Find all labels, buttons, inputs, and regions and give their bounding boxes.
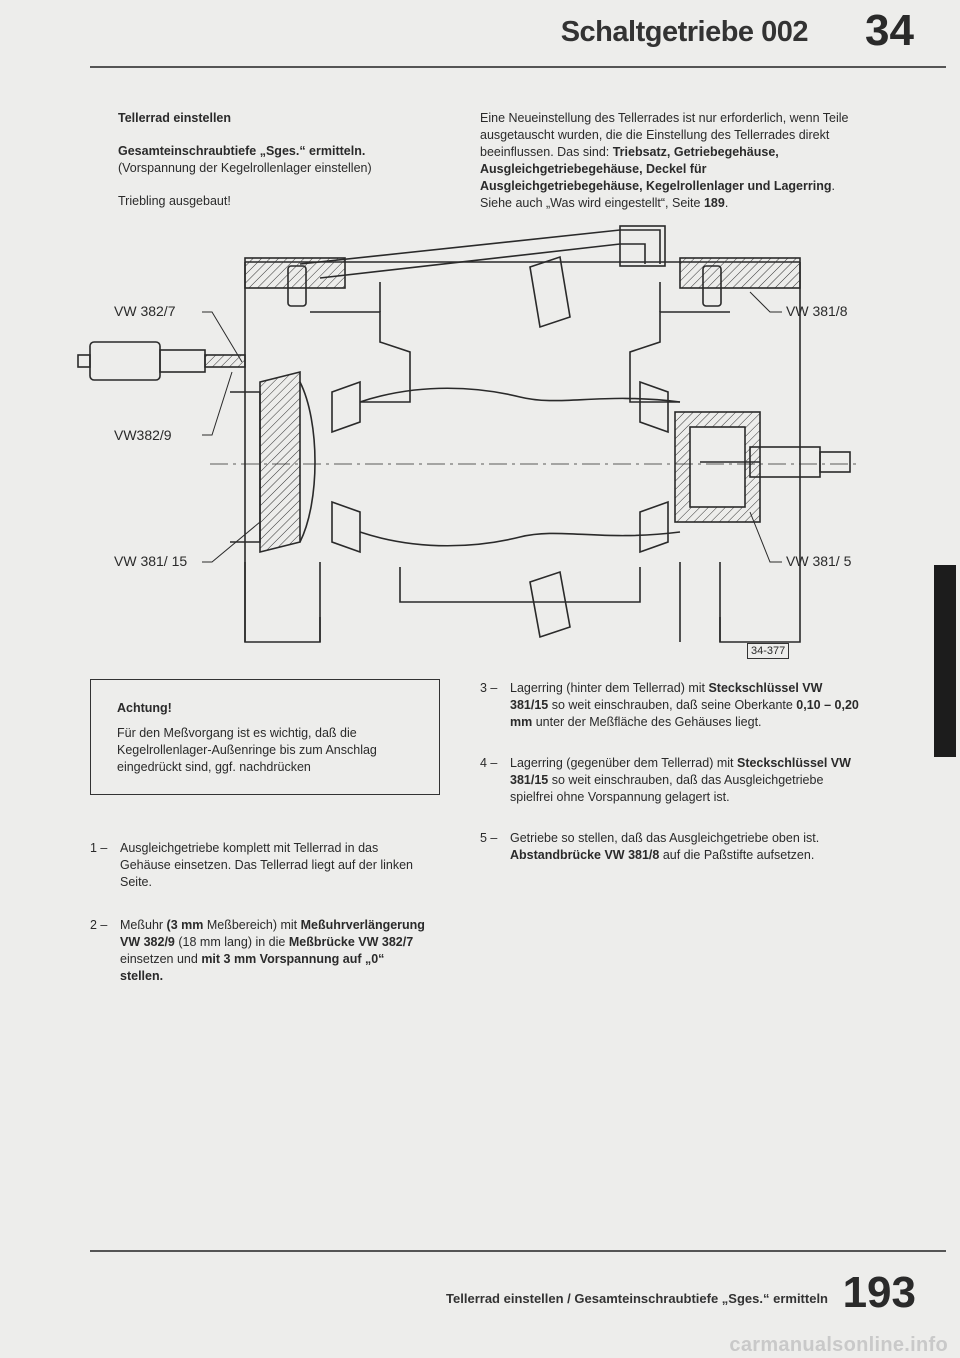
- steps-left: [90, 840, 430, 985]
- step-4-text-c: so weit einschrauben, daß das Ausgleichgetriebe spielfrei ohne Vorspannung gelagert ist.: [510, 773, 824, 804]
- gearbox-section-drawing: [60, 222, 900, 672]
- step-2-text-b: (3 mm: [166, 918, 204, 932]
- section-note: (Vorspannung der Kegelrollenlager einstellen): [118, 161, 372, 175]
- step-2-text-g: einsetzen und: [120, 952, 202, 966]
- intro-right-text-3: .: [724, 196, 729, 210]
- footer-rule: [90, 1250, 946, 1252]
- step-3-text-c: so weit einschrauben, daß seine Oberkante: [548, 698, 797, 712]
- step-3-text-b: Steckschlüssel VW 381/15: [510, 681, 823, 712]
- callout-vw381-8: VW 381/8: [786, 303, 848, 319]
- step-1-number: 1 –: [90, 841, 108, 855]
- step-5-number: 5 –: [480, 831, 498, 845]
- callout-vw381-5: VW 381/ 5: [786, 553, 852, 569]
- step-4-text-b: Steckschlüssel VW 381/15: [510, 756, 851, 787]
- section-condition: Triebling ausgebaut!: [118, 194, 231, 208]
- steps-right: [480, 680, 860, 864]
- section-subheading: Gesamteinschraubtiefe „Sges.“ ermitteln.: [118, 144, 366, 158]
- header-rule: [90, 66, 946, 68]
- header-title: Schaltgetriebe 002: [560, 16, 808, 48]
- warning-title: Achtung!: [117, 701, 172, 715]
- figure-code: 34-377: [747, 643, 789, 659]
- step-2-text-h: mit 3 mm Vorspannung auf „0“ stellen.: [120, 952, 385, 983]
- intro-right-text-1: Eine Neueinstellung des Tellerrades ist nur erforderlich, wenn Teile ausgetauscht wurden, die die Einstellung des Tellerrades direkt beeinflussen. Das sind:: [480, 111, 849, 159]
- step-2: [90, 917, 430, 985]
- step-5-text-c: auf die Paßstifte aufsetzen.: [659, 848, 815, 862]
- callout-vw382-7: VW 382/7: [114, 303, 176, 319]
- step-2-text-d: Meßuhrverlängerung VW 382/9: [120, 918, 425, 949]
- callout-vw382-9: VW382/9: [114, 427, 172, 443]
- step-2-number: 2 –: [90, 918, 108, 932]
- step-5-text-a: Getriebe so stellen, daß das Ausgleichgetriebe oben ist.: [510, 831, 820, 845]
- intro-right-bold: Triebsatz, Getriebegehäuse, Ausgleichgetriebegehäuse, Deckel für Ausgleichgetriebegehäuse, Kegelrollenlager und Lagerring: [480, 145, 832, 193]
- chapter-side-tab: [934, 565, 956, 757]
- chapter-number: 34: [865, 6, 914, 55]
- intro-left: [118, 110, 458, 210]
- step-5: [480, 830, 860, 864]
- step-1-text: Ausgleichgetriebe komplett mit Tellerrad in das Gehäuse einsetzen. Das Tellerrad liegt auf der linken Seite.: [120, 841, 413, 889]
- step-4: [480, 755, 860, 806]
- step-3-text-a: Lagerring (hinter dem Tellerrad) mit: [510, 681, 709, 695]
- page-number: 193: [842, 1268, 916, 1317]
- step-3-text-d: 0,10 – 0,20 mm: [510, 698, 859, 729]
- step-2-text-e: (18 mm lang) in die: [174, 935, 289, 949]
- step-2-text-a: Meßuhr: [120, 918, 167, 932]
- intro-right-page-ref: 189: [703, 196, 725, 210]
- intro-right-text-2: . Siehe auch „Was wird eingestellt“, Seite: [480, 179, 835, 210]
- watermark: carmanualsonline.info: [729, 1334, 948, 1356]
- step-2-text-c: Meßbereich) mit: [203, 918, 301, 932]
- step-3-number: 3 –: [480, 681, 498, 695]
- step-5-text-b: Abstandbrücke VW 381/8: [510, 848, 660, 862]
- step-4-text-a: Lagerring (gegenüber dem Tellerrad) mit: [510, 756, 737, 770]
- warning-text: Für den Meßvorgang ist es wichtig, daß die Kegelrollenlager-Außenringe bis zum Anschlag eingedrückt sind, ggf. nachdrücken: [117, 726, 377, 774]
- step-1: [90, 840, 430, 891]
- warning-box: [90, 679, 440, 795]
- intro-right: [480, 110, 860, 212]
- step-4-number: 4 –: [480, 756, 498, 770]
- callout-vw381-15: VW 381/ 15: [114, 553, 188, 569]
- step-2-text-f: Meßbrücke VW 382/7: [288, 935, 414, 949]
- step-3-text-e: unter der Meßfläche des Gehäuses liegt.: [532, 715, 762, 729]
- section-heading: Tellerrad einstellen: [118, 111, 232, 125]
- footer-caption: Tellerrad einstellen / Gesamteinschraubtiefe „Sges.“ ermitteln: [446, 1291, 828, 1306]
- step-3: [480, 680, 860, 731]
